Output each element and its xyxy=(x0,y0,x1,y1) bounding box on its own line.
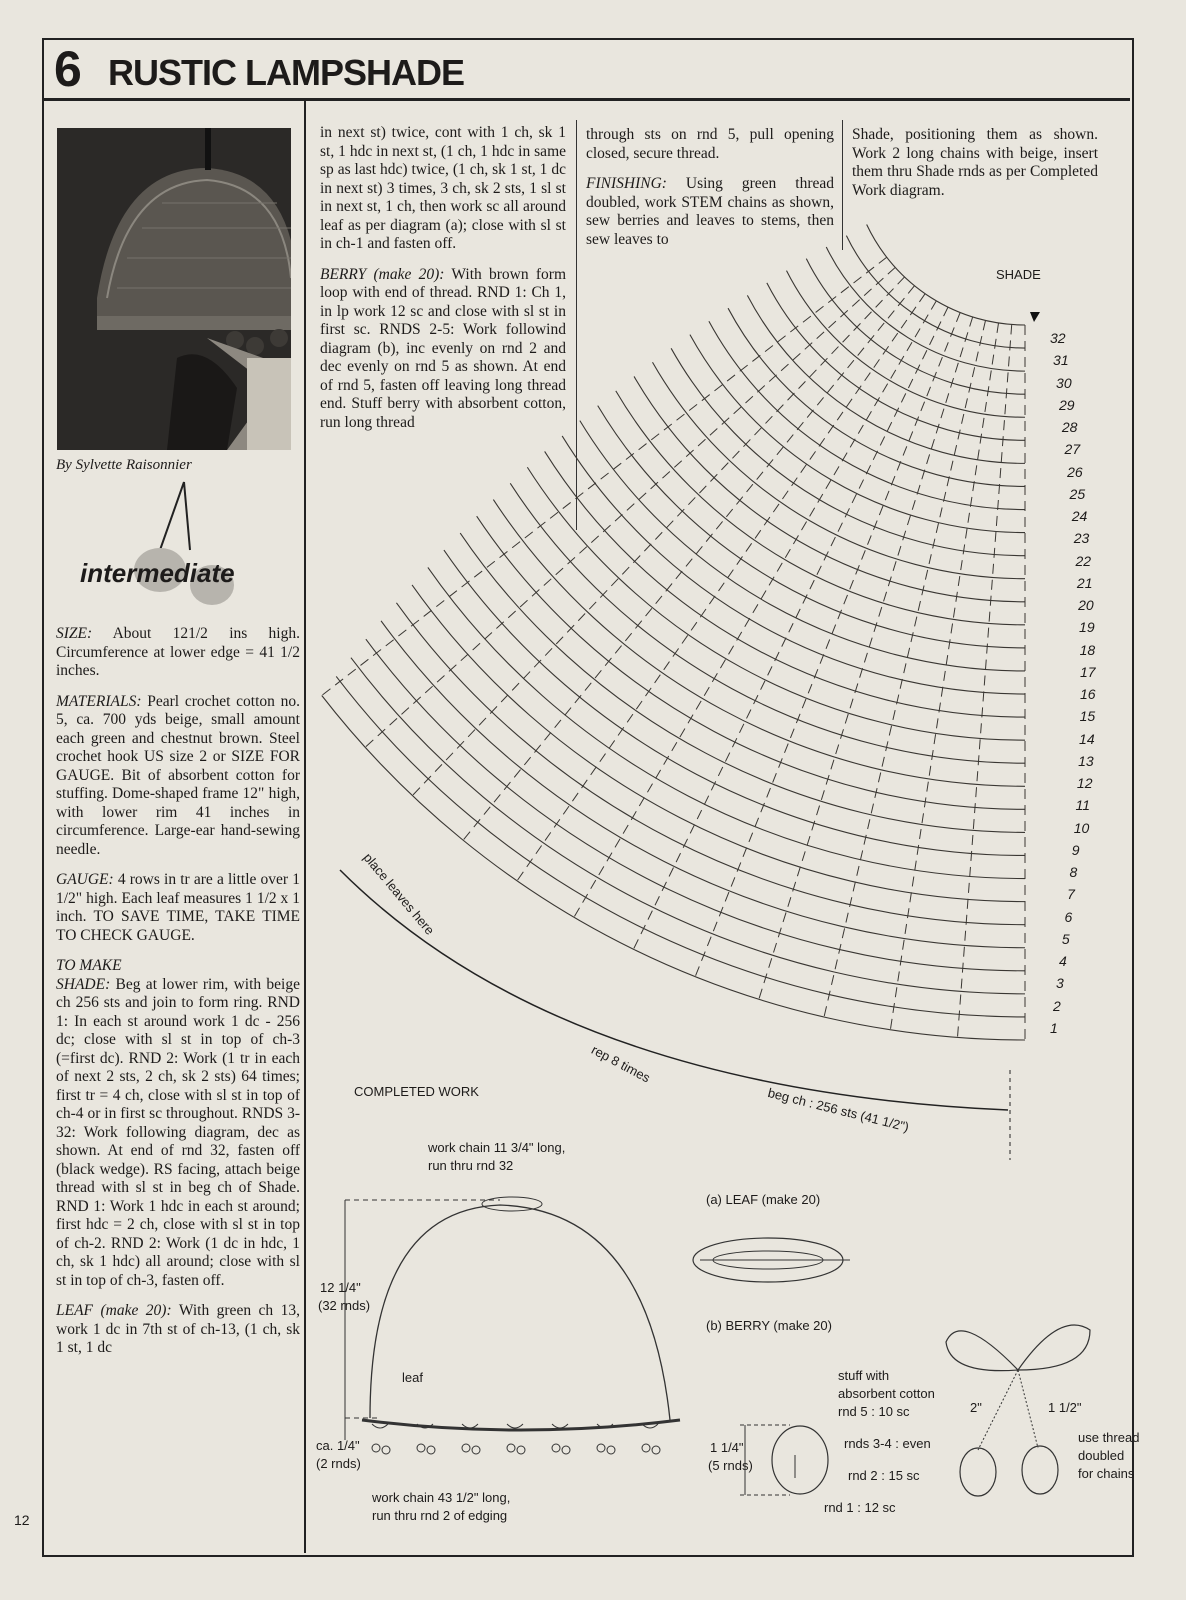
byline: By Sylvette Raisonnier xyxy=(56,457,192,473)
use-thread-note: use thread xyxy=(1078,1430,1140,1445)
edging-dimension: ca. 1/4" xyxy=(316,1438,360,1453)
height-rounds: (32 rnds) xyxy=(318,1298,371,1313)
gauge-text: 4 rows in tr are a little over 1 1/2" high. Each leaf measures 1 1/2 x 1 inch. TO SAVE TIME, TAKE TIME TO CHECK GAUGE. xyxy=(56,871,300,944)
page-title: RUSTIC LAMPSHADE xyxy=(108,52,465,93)
round-number: 8 xyxy=(1069,864,1078,881)
use-thread-note-2: doubled xyxy=(1078,1448,1125,1463)
berry-round-5: rnd 5 : 10 sc xyxy=(838,1404,910,1419)
repeat-label: rep 8 times xyxy=(588,1042,653,1086)
finishing-text: Using green thread doubled, work STEM chains as shown, sew berries and leaves to stems, then sew leaves to xyxy=(586,175,834,248)
round-number: 12 xyxy=(1076,775,1093,792)
round-number: 19 xyxy=(1079,619,1095,636)
berry-rounds-3-4: rnds 3-4 : even xyxy=(844,1436,931,1451)
round-number: 4 xyxy=(1058,953,1067,970)
page-number: 12 xyxy=(14,1512,30,1528)
leaf-label: LEAF (make 20): xyxy=(56,1302,172,1319)
pattern-number: 6 xyxy=(54,41,82,97)
round-number: 1 xyxy=(1050,1020,1058,1036)
round-number: 16 xyxy=(1079,686,1096,703)
berry-diagram-title: (b) BERRY (make 20) xyxy=(706,1318,832,1333)
size-label: SIZE: xyxy=(56,625,93,642)
top-chain-note: work chain 11 3/4" long, xyxy=(428,1140,566,1155)
round-number: 29 xyxy=(1058,396,1075,413)
difficulty-badge: intermediate xyxy=(80,558,235,588)
berry-round-1: rnd 1 : 12 sc xyxy=(824,1500,896,1515)
leaf-continued: in next st) twice, cont with 1 ch, sk 1 st, 1 hdc in next st, (1 ch, 1 hdc in same sp as last hdc) twice, (1 ch, sk 1 st, 1 dc in next st) 3 times, 3 ch, sk 2 sts, 1 sl st in next st, 1 ch, then work sc all around leaf as per diagram (a); close with sl st in ch-1 and fasten off. xyxy=(320,124,566,252)
top-chain-note-2: run thru rnd 32 xyxy=(428,1158,514,1173)
round-number: 9 xyxy=(1071,841,1080,858)
finishing-continued: Shade, positioning them as shown. Work 2 long chains with beige, insert them thru Shade rnds as per Completed Work diagram. xyxy=(852,126,1098,199)
leaf-text: With green ch 13, work 1 dc in 7th st of ch-13, (1 ch, sk 1 st, 1 dc xyxy=(56,1302,300,1356)
round-number: 32 xyxy=(1050,330,1066,346)
round-number: 2 xyxy=(1053,997,1061,1014)
round-number: 15 xyxy=(1079,708,1096,725)
place-leaves-label: place leaves here xyxy=(360,850,438,938)
round-number: 10 xyxy=(1073,819,1090,836)
shade-text: Beg at lower rim, with beige ch 256 sts and join to form ring. RND 1: In each st around work 1 dc - 256 dc; close with sl st in top of ch-3 (=first dc). RND 2: Work (1 tr in each of next 2 sts, 2 ch, sk 2 sts) 64 times; first tr = 4 ch, close with sl st in top of ch-4 or in first sc throughout. RNDS 3-32: Work following diagram, dec as shown. At end of rnd 32, fasten off (black wedge). RS facing, attach beige thread with sl st in beg ch of Shade. RND 1: Work 1 hdc in each st around; first hdc = 2 ch, close with sl st in top of ch-2. RND 2: Work (1 dc in hdc, 1 ch, sk 1 hdc) all around; close with sl st in top of ch-3, fasten off. xyxy=(56,975,300,1289)
round-number: 18 xyxy=(1079,641,1096,658)
shade-label: SHADE: xyxy=(56,975,111,993)
leaf-diagram-title: (a) LEAF (make 20) xyxy=(706,1192,821,1207)
size-text: About 121/2 ins high. Circumference at lower edge = 41 1/2 inches. xyxy=(56,625,300,679)
beginning-chain-label: beg ch : 256 sts (41 1/2") xyxy=(766,1085,911,1135)
round-number: 26 xyxy=(1067,463,1083,480)
materials-label: MATERIALS: xyxy=(56,692,142,710)
round-number: 27 xyxy=(1064,441,1081,458)
berry-label: BERRY (make 20): xyxy=(320,265,445,283)
completed-work-title: COMPLETED WORK xyxy=(354,1084,479,1099)
round-number: 28 xyxy=(1061,419,1078,436)
stem-right-dimension: 1 1/2" xyxy=(1048,1400,1082,1415)
height-dimension: 12 1/4" xyxy=(320,1280,361,1295)
round-number: 5 xyxy=(1061,930,1070,947)
berry-height-rounds: (5 rnds) xyxy=(708,1458,753,1473)
round-number: 24 xyxy=(1071,508,1088,525)
stuff-label-2: absorbent cotton xyxy=(838,1386,935,1401)
bottom-chain-note-2: run thru rnd 2 of edging xyxy=(372,1508,508,1523)
finishing-label: FINISHING: xyxy=(586,175,667,192)
shade-label: SHADE xyxy=(996,267,1041,282)
round-number: 14 xyxy=(1079,730,1095,747)
use-thread-note-3: for chains xyxy=(1078,1466,1135,1481)
round-number: 11 xyxy=(1075,797,1090,814)
stem-left-dimension: 2" xyxy=(970,1400,982,1415)
round-number: 17 xyxy=(1079,663,1096,680)
round-number: 6 xyxy=(1064,908,1073,925)
berry-text: With brown form loop with end of thread. RND 1: Ch 1, in lp work 12 sc and close with sl st in first sc. RNDS 2-5: Work followind diagram (b), inc evenly on rnd 2 and dec evenly on rnd 5 as shown. At end of rnd 5, fasten off leaving long thread end. Stuff berry with absorbent cotton, run long thread xyxy=(320,265,567,431)
round-number: 31 xyxy=(1053,352,1069,369)
stuff-label: stuff with xyxy=(838,1368,890,1383)
round-number: 23 xyxy=(1073,530,1090,547)
berry-height: 1 1/4" xyxy=(710,1440,744,1455)
round-number: 25 xyxy=(1069,485,1086,502)
round-number: 3 xyxy=(1056,975,1064,992)
berry-continued: through sts on rnd 5, pull opening closed, secure thread. xyxy=(586,126,834,162)
bottom-chain-note: work chain 43 1/2" long, xyxy=(372,1490,511,1505)
round-number: 20 xyxy=(1078,597,1094,614)
materials-text: Pearl crochet cotton no. 5, ca. 700 yds beige, small amount each green and chestnut brown. Steel crochet hook US size 2 or SIZE FOR GAUGE. Bit of absorbent cotton for stuffing. Dome-shaped frame 12" high, with lower rim 41 inches in circumference. Large-ear hand-sewing needle. xyxy=(56,692,300,858)
round-number: 21 xyxy=(1076,574,1093,591)
to-make-label: TO MAKE xyxy=(56,957,122,974)
leaf-pointer-label: leaf xyxy=(402,1370,423,1385)
edging-rounds: (2 rnds) xyxy=(316,1456,361,1471)
round-number: 22 xyxy=(1075,552,1092,569)
round-number: 13 xyxy=(1078,752,1094,769)
round-number: 7 xyxy=(1067,886,1075,903)
round-number: 30 xyxy=(1056,374,1072,391)
gauge-label: GAUGE: xyxy=(56,871,114,888)
berry-round-2: rnd 2 : 15 sc xyxy=(848,1468,920,1483)
